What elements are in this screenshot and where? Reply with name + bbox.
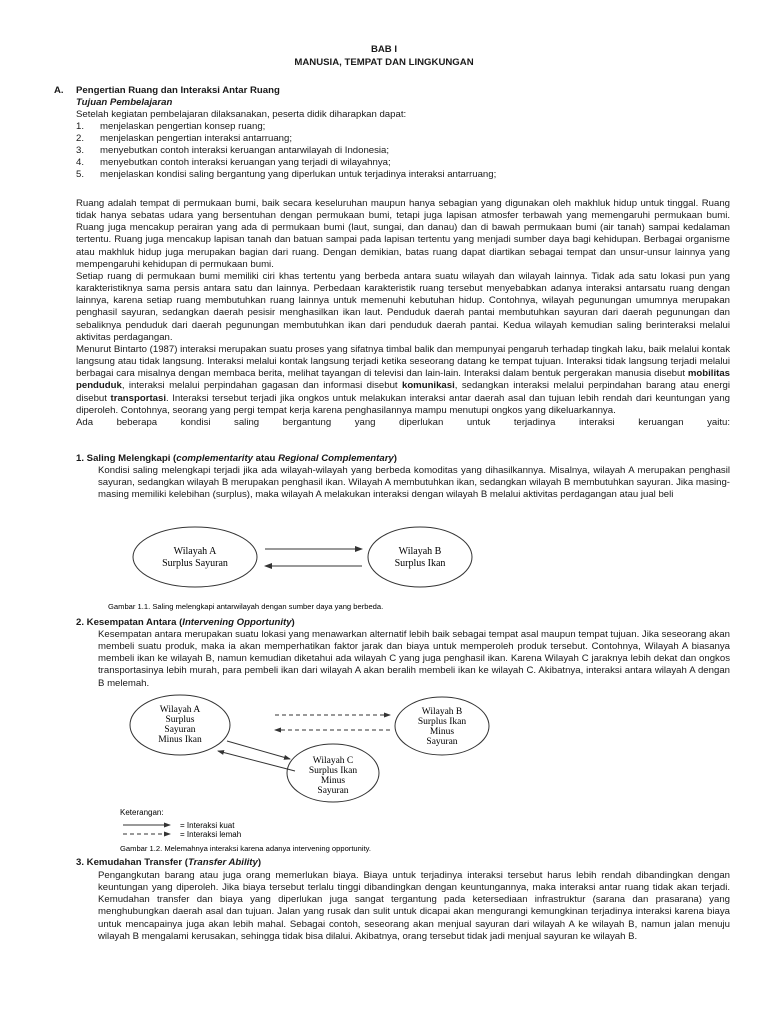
list-item: 5. menjelaskan kondisi saling bergantung yang diperlukan untuk terjadinya interaksi antarruang;: [76, 169, 497, 181]
section-marker: A.: [54, 85, 64, 96]
section-heading: Pengertian Ruang dan Interaksi Antar Ruang: [76, 85, 280, 96]
legend-weak-label: = Interaksi lemah: [180, 830, 242, 839]
figure-complementarity: [100, 522, 500, 614]
node-a-line: Wilayah A: [159, 705, 201, 715]
node-c-line: Surplus Ikan: [308, 766, 358, 776]
node-a-line: Surplus: [165, 715, 195, 725]
item2-text: Kesempatan antara merupakan suatu lokasi yang menawarkan alternatif lebih baik sebagai tempat asal maupun tempat tujuan. Jika seseorang akan membeli suatu produk, maka ia akan memperhatikan faktor jarak dan biaya untuk memperoleh produk tersebut. Contohnya, Wilayah A biasanya membeli ikan ke wilayah B, namun kemudian diketahui ada wilayah C yang juga penghasil ikan. Karena Wilayah C jaraknya lebih dekat dan ongkos transportasinya lebih murah, para pembeli ikan dari wilayah A akan beralih membeli ikan ke wilayah C. Akibatnya, interaksi antara wilayah A dengan B melemah.: [98, 629, 730, 689]
node-c-line: Sayuran: [317, 786, 349, 796]
objective-intro: Setelah kegiatan pembelajaran dilaksanakan, peserta didik diharapkan dapat:: [76, 109, 407, 120]
item1-text: Kondisi saling melengkapi terjadi jika ada wilayah-wilayah yang berbeda komoditas yang dihasilkannya. Misalnya, wilayah A merupakan penghasil sayuran, sedangkan wilayah B merupakan penghasil ikan. Wilayah A membutuhkan ikan, sedangkan wilayah B membutuhkan sayuran. Jika masing-masing memiliki kelebihan (surplus), maka wilayah A melakukan interaksi dengan wilayah B melalui aktivitas perdagangan atau jual beli: [98, 465, 730, 501]
region-b-node: [368, 527, 472, 587]
list-item: 1. menjelaskan pengertian konsep ruang;: [76, 121, 266, 132]
node-b-line: Surplus Ikan: [417, 717, 467, 727]
node-b-title: Wilayah B: [398, 546, 442, 557]
node-c-line: Minus: [320, 776, 346, 786]
node-c-line: Wilayah C: [312, 756, 354, 766]
node-b-line: Minus: [429, 727, 455, 737]
figure2-caption: Gambar 1.2. Melemahnya interaksi karena adanya intervening opportunity.: [120, 844, 372, 853]
figure-intervening-opportunity: [115, 693, 495, 863]
item3-text: Pengangkutan barang atau juga orang memerlukan biaya. Biaya untuk terjadinya interaksi tersebut harus lebih rendah dibandingkan dengan keuntungan yang diperoleh. Jika biaya tersebut terlalu tinggi dibandingkan dengan keuntungannya, maka interaksi antar ruang tidak akan terjadi. Kemudahan transfer dan biaya yang diperlukan juga sangat tergantung pada ketersediaan infrastruktur (sarana dan prasarana) yang menghubungkan daerah asal dan tujuan. Jalan yang rusak dan sulit untuk dicapai akan mengurangi kemungkinan terjadinya interaksi karena biaya untuk mencapainya juga akan lebih mahal. Sebagai contoh, seseorang akan menjual sayuran dari wilayah A ke wilayah B, namun jalan menuju wilayah B mengalami kerusakan, sehingga tidak bisa dilalui. Akibatnya, orang tersebut tidak jadi menjual sayuran ke wilayah B.: [98, 870, 730, 942]
node-a-line: Minus Ikan: [158, 735, 202, 745]
paragraph-kondisi: Ada beberapa kondisi saling bergantung yang diperlukan untuk terjadinya interaksi keruangan yaitu:: [76, 416, 730, 428]
node-a-subtitle: Surplus Sayuran: [162, 558, 228, 569]
node-b-subtitle: Surplus Ikan: [394, 558, 446, 569]
node-b-line: Sayuran: [426, 737, 458, 747]
node-a-title: Wilayah A: [173, 546, 217, 557]
chapter-title: MANUSIA, TEMPAT DAN LINGKUNGAN: [294, 57, 474, 68]
item2-heading: 2. Kesempatan Antara (Intervening Opportunity): [76, 617, 295, 628]
figure1-caption: Gambar 1.1. Saling melengkapi antarwilayah dengan sumber daya yang berbeda.: [108, 602, 384, 611]
objective-list: [76, 121, 696, 181]
legend-strong-label: = Interaksi kuat: [180, 821, 235, 830]
list-item: 3. menyebutkan contoh interaksi keruangan antarwilayah di Indonesia;: [76, 145, 390, 157]
chapter-label: BAB I: [370, 44, 398, 55]
paragraph-interaksi: Menurut Bintarto (1987) interaksi merupakan suatu proses yang sifatnya timbal balik dan mempunyai pengaruh terhadap tingkah laku, baik melalui kontak langsung atau tidak langsung. Interaksi melalui kontak langsung terjadi ketika seseorang datang ke tempat tujuan. Interaksi tidak langsung terjadi melalui berbagai cara misalnya dengan membaca berita, melihat tayangan di televisi dan lain-lain. Interaksi dalam bentuk pergerakan manusia disebut mobilitas penduduk, interaksi melalui perpindahan gagasan dan informasi disebut komunikasi, sedangkan interaksi melalui perpindahan barang atau energi disebut transportasi. Interaksi tersebut terjadi jika ongkos untuk melakukan interaksi antar daerah asal dan tujuan lebih rendah dari keuntungan yang diperoleh. Contohnya, seorang yang pergi tempat kerja karena penghasilannya mampu menutupi ongkos yang dikeluarkannya.: [76, 343, 730, 416]
list-item: 4. menyebutkan contoh interaksi keruangan yang terjadi di wilayahnya;: [76, 157, 391, 169]
objective-label: Tujuan Pembelajaran: [76, 97, 173, 108]
node-b-line: Wilayah B: [421, 707, 463, 717]
list-item: 2. menjelaskan pengertian interaksi antarruang;: [76, 133, 292, 145]
item3-heading: 3. Kemudahan Transfer (Transfer Ability): [76, 857, 262, 868]
strong-arrow-c-to-a: [218, 751, 295, 771]
node-a-line: Sayuran: [164, 725, 196, 735]
paragraph-ruang: Ruang adalah tempat di permukaan bumi, baik secara keseluruhan maupun hanya sebagian yang digunakan oleh makhluk hidup untuk tinggal. Ruang tidak hanya sebatas udara yang bersentuhan dengan permukaan bumi, tetapi juga lapisan atmosfer terbawah yang memengaruhi permukaan bumi. Ruang juga mencakup perairan yang ada di permukaan bumi (laut, sungai, dan danau) dan di bawah permukaan bumi (air tanah) sampai kedalaman tertentu. Ruang juga mencakup lapisan tanah dan batuan sampai pada lapisan tertentu yang menjadi sumber daya bagi kehidupan. Berbagai organisme atau makhluk hidup juga merupakan bagian dari ruang. Dengan demikian, batas ruang dapat diartikan sebagai tempat dan unsur-unsur lainnya yang mempengaruhi kehidupan di permukaan bumi.: [76, 198, 730, 270]
paragraph-karakteristik: Setiap ruang di permukaan bumi memiliki ciri khas tertentu yang berbeda antara suatu wilayah dan wilayah lainnya. Tidak ada satu lokasi pun yang karakteristiknya sama persis antara satu dan lainnya. Perbedaan karakteristik ruang tersebut menyebabkan adanya interaksi antarsatu ruang dengan lainnya, karena setiap ruang membutuhkan ruang lainnya untuk memenuhi kebutuhan hidup. Contohnya, wilayah pegunungan umumnya merupakan penghasil sayuran, sedangkan daerah pesisir menghasilkan ikan laut. Penduduk daerah pantai membutuhkan sayuran dari daerah pegunungan dan sebaliknya penduduk dari daerah pegunungan membutuhkan ikan dari penduduk daerah pantai. Kedua wilayah kemudian saling berinteraksi melalui aktivitas perdagangan.: [76, 270, 730, 343]
item1-heading: 1. Saling Melengkapi (complementarity atau Regional Complementary): [76, 453, 397, 464]
legend-title: Keterangan:: [120, 808, 164, 817]
body-text: [76, 198, 730, 429]
region-a-node: [133, 527, 257, 587]
